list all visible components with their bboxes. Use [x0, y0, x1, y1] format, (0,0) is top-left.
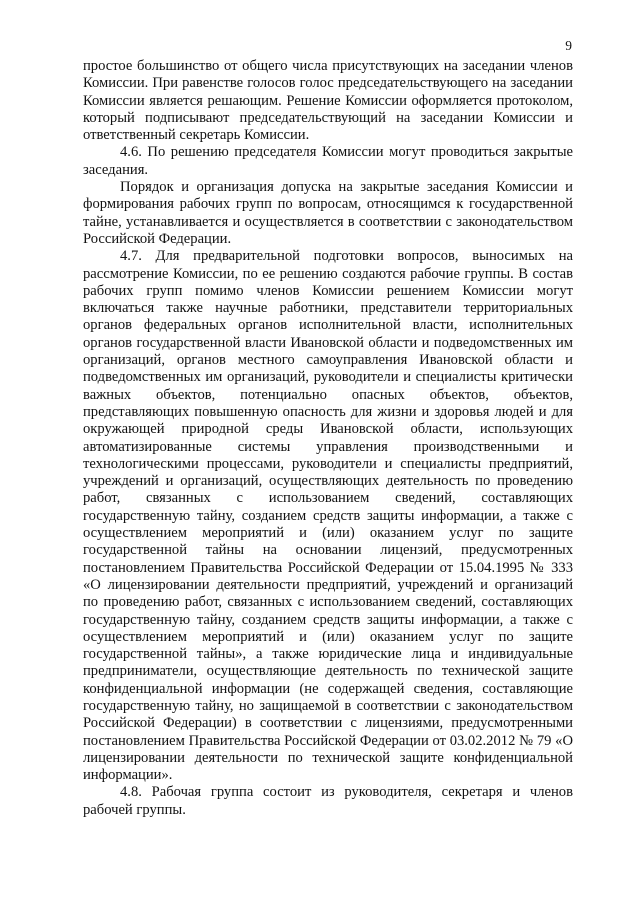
paragraph-4-6: 4.6. По решению председателя Комиссии могут проводиться закрытые заседания. — [83, 144, 573, 178]
document-body — [83, 58, 573, 819]
page-number: 9 — [565, 38, 572, 53]
paragraph-4-8: 4.8. Рабочая группа состоит из руководителя, секретаря и членов рабочей группы. — [83, 784, 573, 818]
paragraph-closed-sessions-procedure: Порядок и организация допуска на закрытые заседания Комиссии и формирования рабочих групп по вопросам, относящимся к государственной тайне, устанавливается и осуществляется в соответствии с законодательством Российской Федерации. — [83, 179, 573, 247]
paragraph-4-7: 4.7. Для предварительной подготовки вопросов, выносимых на рассмотрение Комиссии, по ее решению создаются рабочие группы. В состав рабочих групп помимо членов Комиссии решением Комиссии могут включаться также научные работники, представители территориальных органов федеральных органов исполнительной власти, исполнительных органов государственной власти Ивановской области и подведомственных им организаций, органов местного самоуправления Ивановской области и подведомственных им организаций, руководители и специалисты критически важных объектов, потенциально опасных объектов, объектов, представляющих повышенную опасность для жизни и здоровья людей и для окружающей природной среды Ивановской области, использующих автоматизированные системы управления производственными и технологическими процессами, руководители и специалисты предприятий, учреждений и организаций, осуществляющих деятельность по проведению работ, связанных с использованием сведений, составляющих государственную тайну, созданием средств защиты информации, а также с осуществлением мероприятий и (или) оказанием услуг по защите государственной тайны на основании лицензий, предусмотренных постановлением Правительства Российской Федерации от 15.04.1995 № 333 «О лицензировании деятельности предприятий, учреждений и организаций по проведению работ, связанных с использованием сведений, составляющих государственную тайну, созданием средств защиты информации, а также с осуществлением мероприятий и (или) оказанием услуг по защите государственной тайны», а также юридические лица и индивидуальные предприниматели, осуществляющие деятельность по технической защите конфиденциальной информации (не содержащей сведения, составляющие государственную тайну, но защищаемой в соответствии с законодательством Российской Федерации) в соответствии с лицензиями, предусмотренными постановлением Правительства Российской Федерации от 03.02.2012 № 79 «О лицензировании деятельности по технической защите конфиденциальной информации». — [83, 248, 573, 784]
paragraph-continuation: простое большинство от общего числа присутствующих на заседании членов Комиссии. При равенстве голосов голос председательствующего на заседании Комиссии является решающим. Решение Комиссии оформляется протоколом, который подписывают председательствующий на заседании Комиссии и ответственный секретарь Комиссии. — [83, 58, 573, 144]
